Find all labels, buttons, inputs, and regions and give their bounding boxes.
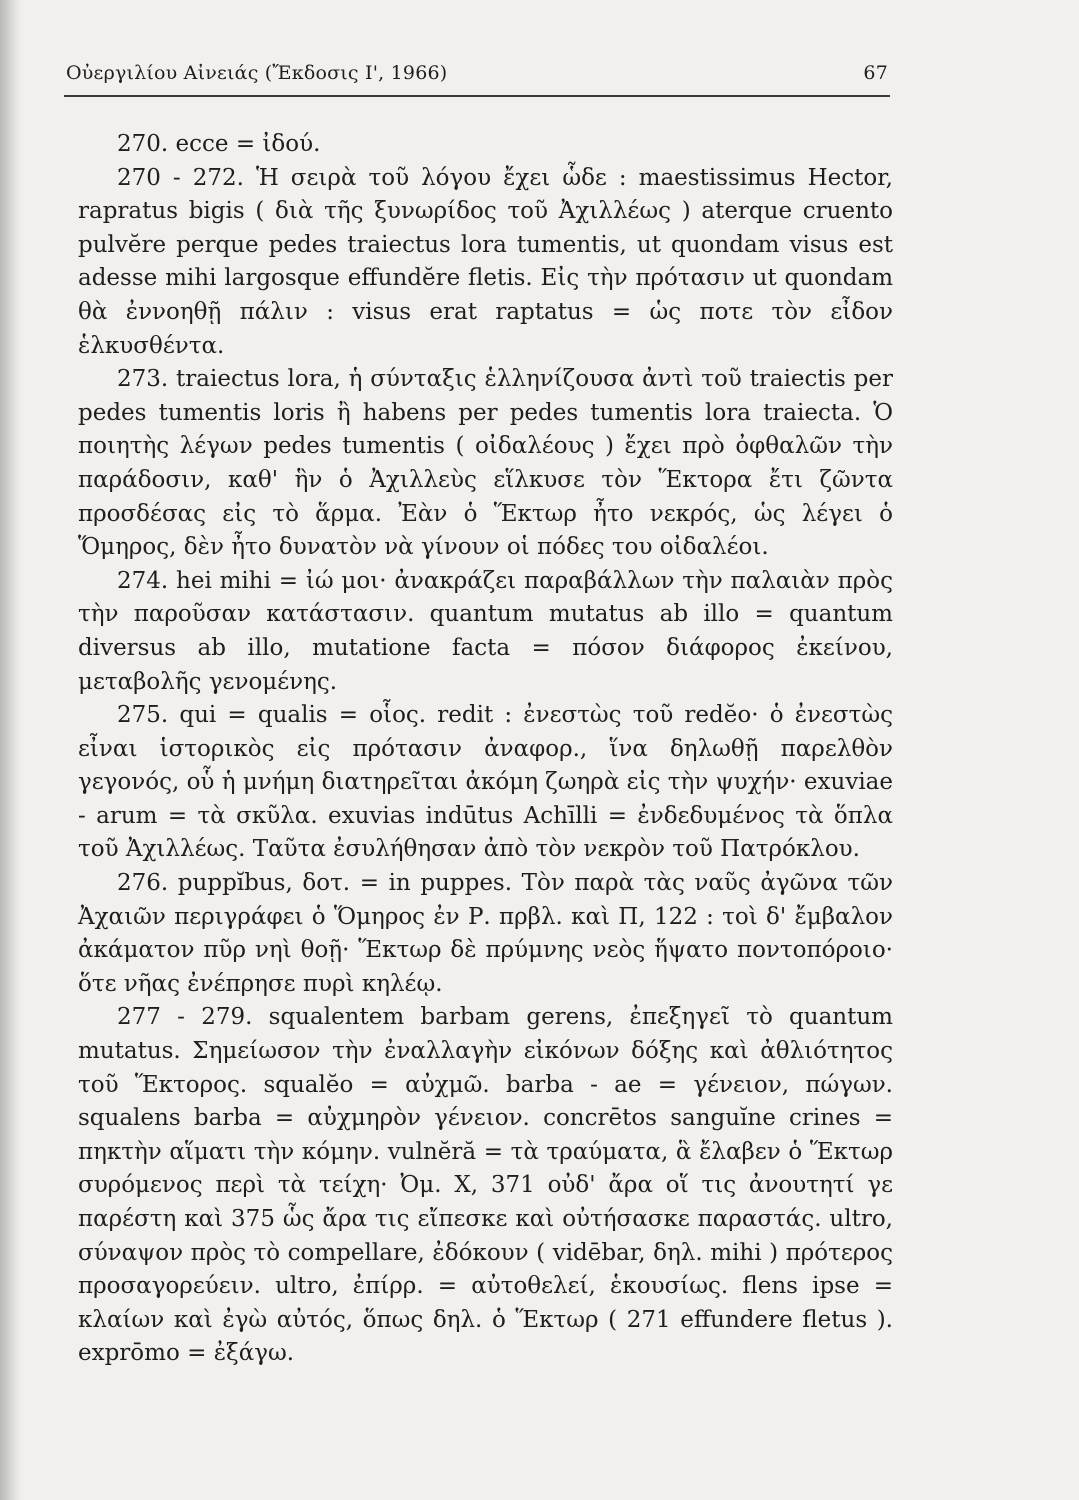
note-270: 270. ecce = ἰδού. xyxy=(117,131,321,157)
page-number: 67 xyxy=(863,62,888,84)
note-276: 276. puppĭbus, δοτ. = in puppes. Τὸν παρὰ τὰς ναῦς ἀγῶνα τῶν Ἀχαιῶν περιγράφει ὁ Ὅμηρος ἐν Ρ. πρβλ. καὶ Π, 122 : τοὶ δ' ἔμβαλον ἀκάματον πῦρ νηὶ θοῇ· Ἕκτωρ δὲ πρύμνης νεὸς ἥψατο ποντοπόροιο· ὅτε νῆας ἐνέπρησε πυρὶ κηλέῳ. xyxy=(78,870,893,997)
note-270-272: 270 - 272. Ἡ σειρὰ τοῦ λόγου ἔχει ὧδε : maestissimus Hector, rapratus bigis ( διὰ τῆς ξυνωρίδος τοῦ Ἀχιλλέως ) aterque cruento pulvĕre perque pedes traiectus lora tumentis, ut quondam visus est adesse mihi largosque effundĕre fletis. Εἰς τὴν πρότασιν ut quondam θὰ ἐννοηθῇ πάλιν : visus erat raptatus = ὡς ποτε τὸν εἶδον ἑλκυσθέντα. xyxy=(78,164,893,359)
note-277-279: 277 - 279. squalentem barbam gerens, ἐπεξηγεῖ τὸ quantum mutatus. Σημείωσον τὴν ἐναλλαγὴν εἰκόνων δόξης καὶ ἀθλιότητος τοῦ Ἕκτορος. squalĕo = αὐχμῶ. barba - ae = γένειον, πώγων. squalens barba = αὐχμηρὸν γένειον. concrētos sanguĭne crines = πηκτὴν αἵματι τὴν κόμην. vulnĕră = τὰ τραύματα, ἃ ἔλαβεν ὁ Ἕκτωρ συρόμενος περὶ τὰ τείχη· Ὀμ. Χ, 371 οὐδ' ἄρα οἵ τις ἀνουτητί γε παρέστη καὶ 375 ὧς ἄρα τις εἴπεσκε καὶ οὐτήσασκε παραστάς. ultro, σύναψον πρὸς τὸ compellare, ἐδόκουν ( vidēbar, δηλ. mihi ) πρότερος προσαγορεύειν. ultro, ἐπίρρ. = αὐτοθελεί, ἑκουσίως. flens ipse = κλαίων καὶ ἐγὼ αὐτός, ὅπως δηλ. ὁ Ἕκτωρ ( 271 effundere fletus ). exprōmo = ἐξάγω. xyxy=(78,1004,893,1367)
running-title: Οὐεργιλίου Αἰνειάς (Ἔκδοσις Ι', 1966) xyxy=(66,62,448,84)
note-273: 273. traiectus lora, ἡ σύνταξις ἑλληνίζουσα ἀντὶ τοῦ traiectis per pedes tumentis loris ἢ habens per pedes tumentis lora traiecta. Ὁ ποιητὴς λέγων pedes tumentis ( οἰδαλέους ) ἔχει πρὸ ὀφθαλῶν τὴν παράδοσιν, καθ' ἣν ὁ Ἀχιλλεὺς εἵλκυσε τὸν Ἕκτορα ἔτι ζῶντα προσδέσας εἰς τὸ ἅρμα. Ἐὰν ὁ Ἕκτωρ ἦτο νεκρός, ὡς λέγει ὁ Ὅμηρος, δὲν ἦτο δυνατὸν νὰ γίνουν οἱ πόδες του οἰδαλέοι. xyxy=(78,366,893,561)
commentary-text xyxy=(78,128,893,1371)
note-274: 274. hei mihi = ἰώ μοι· ἀνακράζει παραβάλλων τὴν παλαιὰν πρὸς τὴν παροῦσαν κατάστασιν. quantum mutatus ab illo = quantum diversus ab illo, mutatione facta = πόσον διάφορος ἐκείνου, μεταβολῆς γενομένης. xyxy=(78,567,893,695)
page-binding-shadow xyxy=(0,0,22,1500)
note-275: 275. qui = qualis = οἷος. redit : ἐνεστὼς τοῦ redĕo· ὁ ἐνεστὼς εἶναι ἱστορικὸς εἰς πρότασιν ἀναφορ., ἵνα δηλωθῇ παρελθὸν γεγονός, οὗ ἡ μνήμη διατηρεῖται ἀκόμη ζωηρὰ εἰς τὴν ψυχήν· exuviae - arum = τὰ σκῦλα. exuvias indūtus Achīlli = ἐνδεδυμένος τὰ ὅπλα τοῦ Ἀχιλλέως. Ταῦτα ἐσυλήθησαν ἀπὸ τὸν νεκρὸν τοῦ Πατρόκλου. xyxy=(78,702,893,863)
header-rule xyxy=(64,95,890,97)
running-header xyxy=(66,62,888,94)
